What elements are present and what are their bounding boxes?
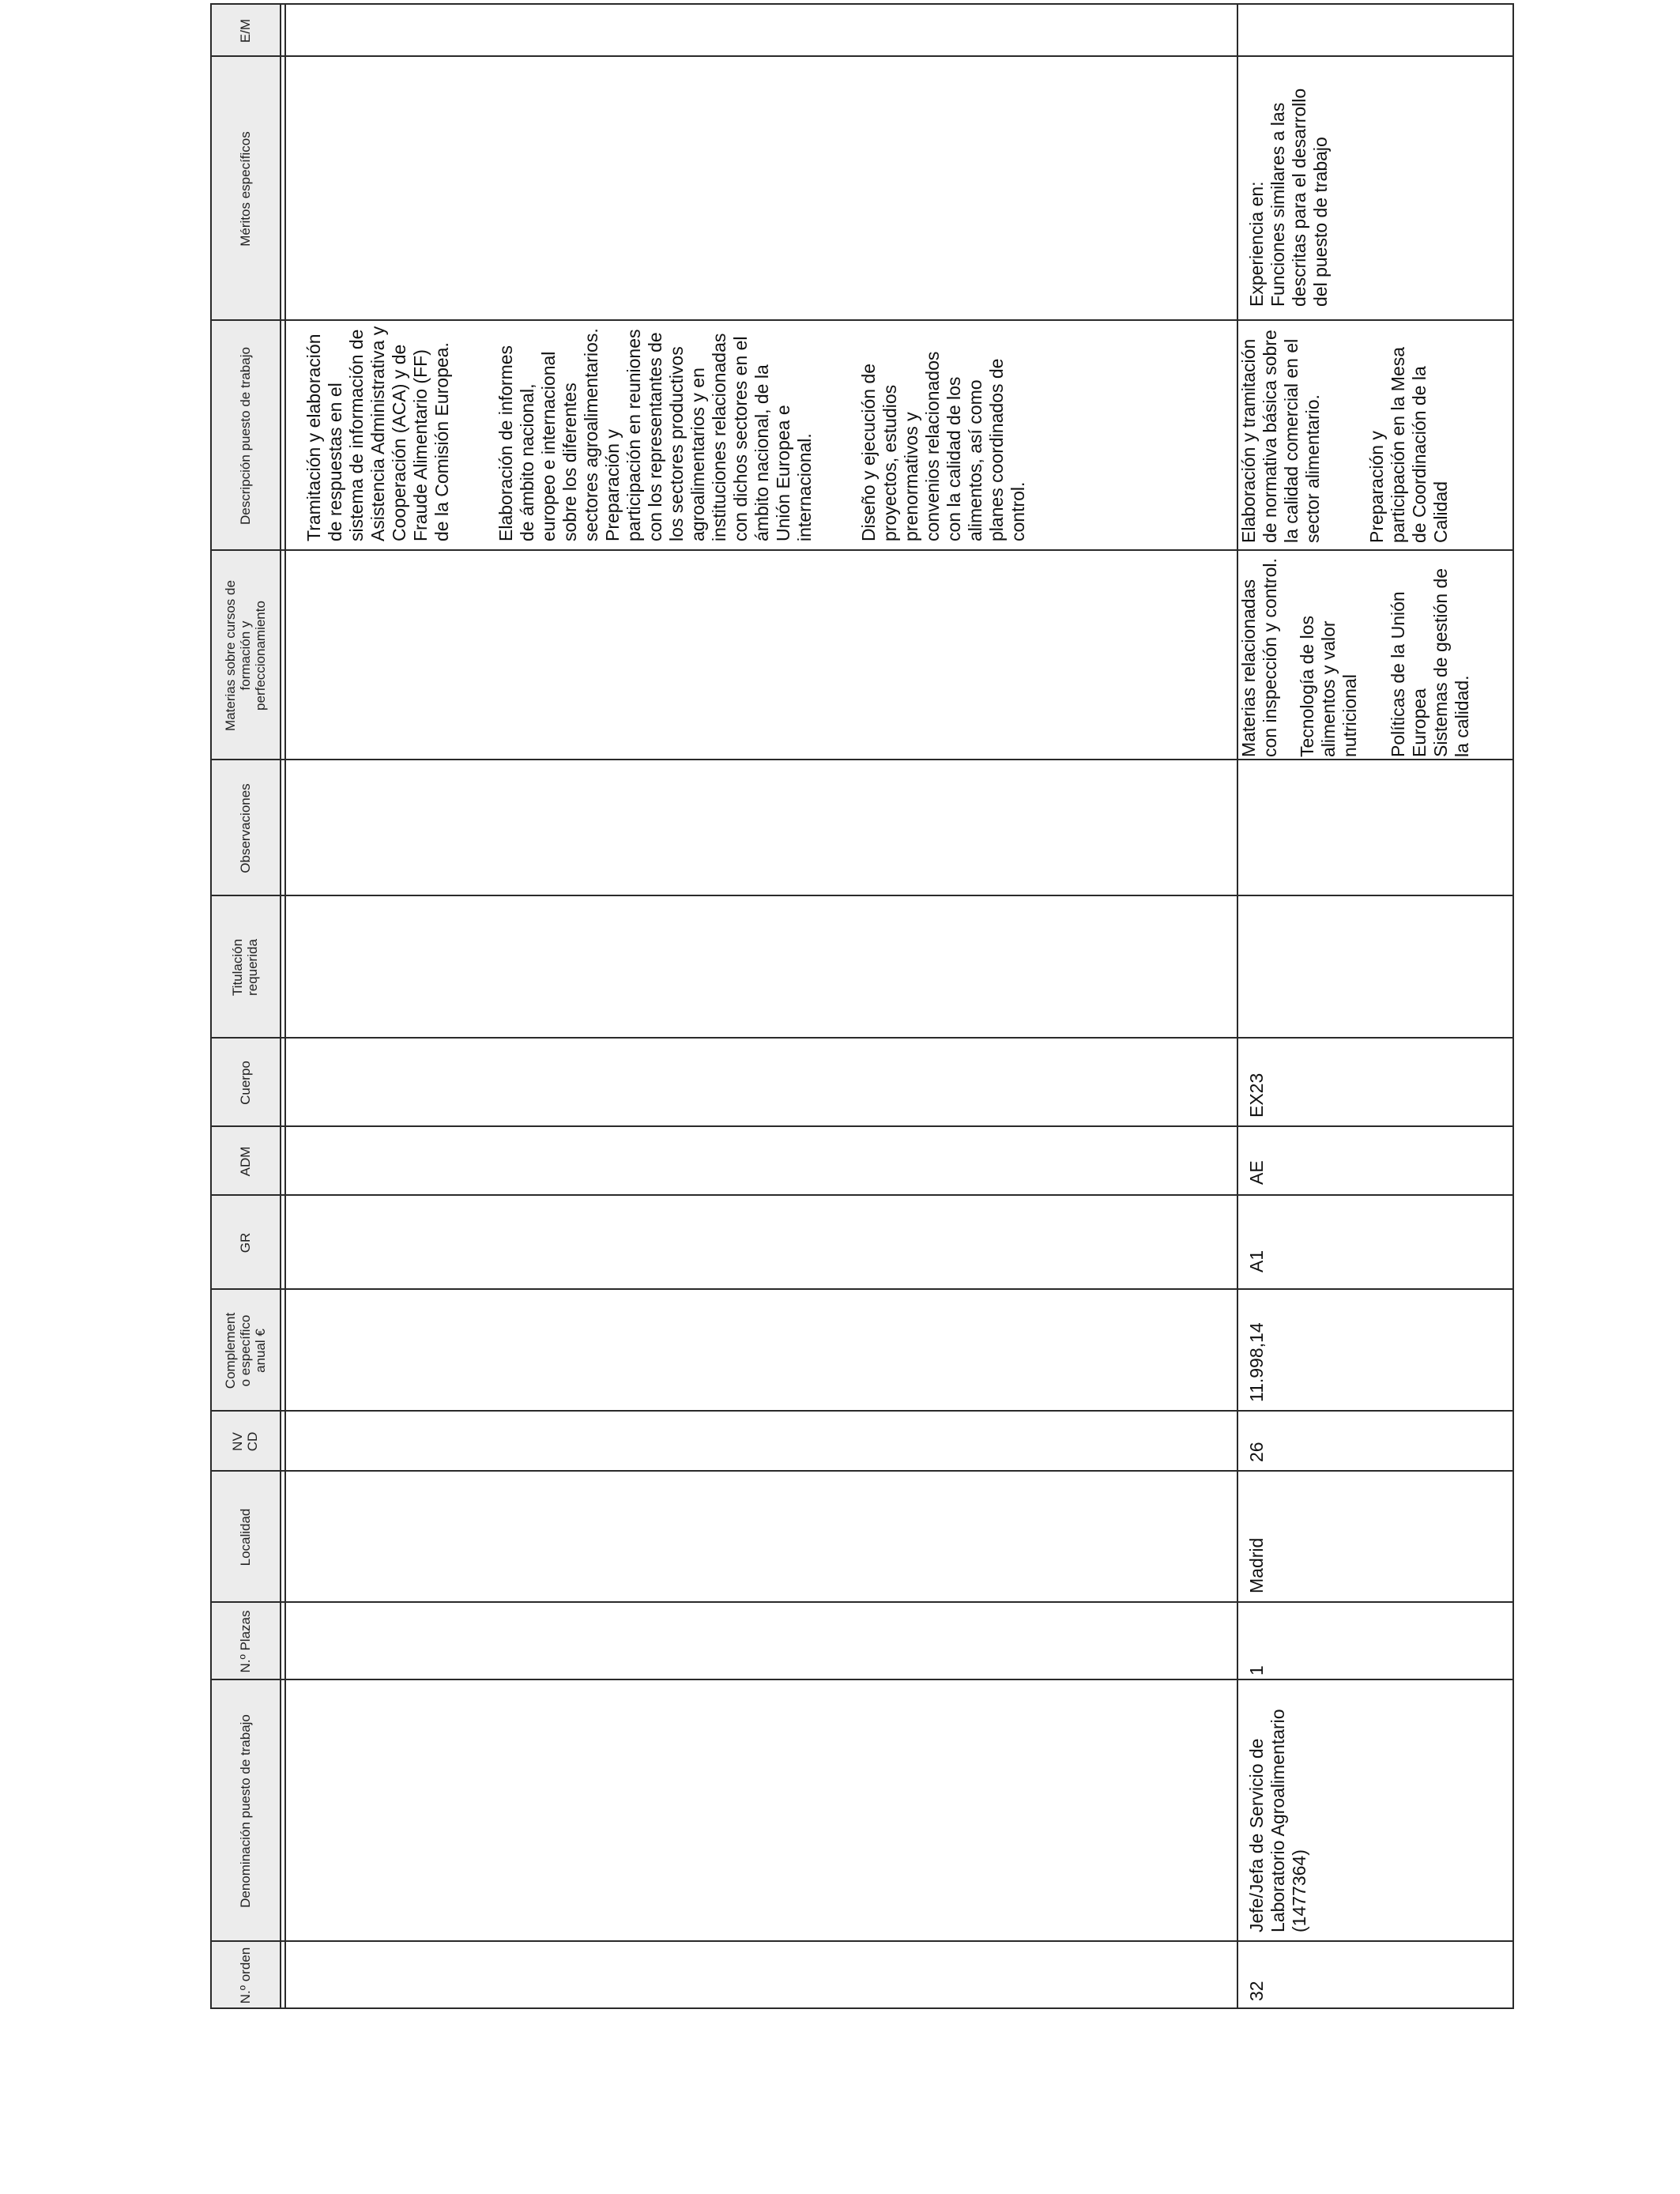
header-denominacion: Denominación puesto de trabajo — [237, 1714, 253, 1908]
header-meritos: Méritos específicos — [237, 131, 253, 247]
row-orden: 32 — [1246, 1981, 1267, 2001]
row-materias — [1238, 551, 1476, 760]
continuation-descripcion-paragraph: Tramitación y elaboración de respuestas en el sistema de información de Asistencia Administrativa y Cooperación (ACA) y de Fraude Alimentario (FF) de la Comisión Europea. — [303, 326, 452, 541]
row-localidad: Madrid — [1246, 1537, 1267, 1593]
continuation-descripcion-paragraph: Elaboración de informes de ámbito nacional, europeo e internacional sobre los diferentes sectores agroalimentarios. Preparación y participación en reuniones con los representantes de los sectores productivos agroalimentarios y en instituciones relacionadas con dichos sectores en el ámbito nacional, de la Unión Europea e internacional. — [495, 328, 815, 541]
header-titulacion: Titulación requerida — [230, 938, 260, 997]
row-grupo: A1 — [1246, 1250, 1267, 1272]
header-divider — [280, 3, 281, 2009]
header-complemento: Complement o específico anual € — [222, 1312, 268, 1389]
col-border — [210, 1037, 1514, 1039]
header-descripcion: Descripción puesto de trabajo — [237, 347, 253, 525]
continuation-descripcion — [286, 321, 1237, 551]
rotated-table-page — [210, 3, 1514, 2009]
col-border — [210, 1410, 1514, 1412]
header-observaciones: Observaciones — [237, 783, 253, 873]
col-border — [210, 1601, 1514, 1603]
descripcion-item: Preparación y participación en la Mesa de Coordinación de la Calidad — [1366, 346, 1451, 543]
row-plazas: 1 — [1246, 1665, 1267, 1676]
header-em: E/M — [237, 18, 253, 43]
col-border — [210, 1288, 1514, 1290]
materias-item: Tecnología de los alimentos y valor nutricional — [1297, 615, 1360, 757]
materias-item: Materias relacionadas con inspección y control. — [1238, 558, 1280, 757]
row-titulacion — [1238, 896, 1249, 1039]
row-adm: AE — [1246, 1160, 1267, 1185]
header-grupo: GR — [237, 1232, 253, 1253]
col-border — [210, 895, 1514, 896]
header-adm: ADM — [237, 1146, 253, 1177]
header-orden: N.º orden — [237, 1947, 253, 2004]
col-border — [210, 1940, 1514, 1942]
row-complemento: 11.998,14 — [1246, 1322, 1267, 1402]
row-nivel: 26 — [1246, 1442, 1267, 1462]
row-cuerpo: EX23 — [1246, 1072, 1267, 1118]
col-border — [210, 1194, 1514, 1196]
table-border-bottom — [1512, 3, 1514, 2009]
materias-item: Políticas de la Unión Europea Sistemas de gestión de la calidad. — [1388, 567, 1472, 757]
header-materias: Materias sobre cursos de formación y perfeccionamiento — [222, 580, 268, 731]
row-descripcion — [1238, 321, 1455, 551]
row-em — [1238, 5, 1249, 57]
row-observaciones — [1238, 760, 1249, 896]
header-cuerpo: Cuerpo — [237, 1061, 253, 1105]
descripcion-item: Elaboración y tramitación de normativa básica sobre la calidad comercial en el sector alimentario. — [1238, 330, 1323, 543]
col-border — [210, 1470, 1514, 1472]
col-border — [210, 3, 1514, 5]
col-border — [210, 1679, 1514, 1680]
header-nivel: NV CD — [230, 1431, 260, 1452]
row-denominacion: Jefe/Jefa de Servicio de Laboratorio Agroalimentario (1477364) — [1246, 1709, 1309, 1932]
row-meritos: Experiencia en: Funciones similares a las descritas para el desarrollo del puesto de trabajo — [1246, 88, 1331, 307]
header-localidad: Localidad — [237, 1508, 253, 1566]
header-divider-double — [284, 3, 286, 2009]
header-plazas: N.º Plazas — [237, 1610, 253, 1673]
col-border — [210, 1125, 1514, 1127]
continuation-descripcion-paragraph: Diseño y ejecución de proyectos, estudios prenormativos y convenios relacionados con la calidad de los alimentos, así como planes coordinados de control. — [858, 351, 1028, 541]
col-border — [210, 2007, 1514, 2009]
